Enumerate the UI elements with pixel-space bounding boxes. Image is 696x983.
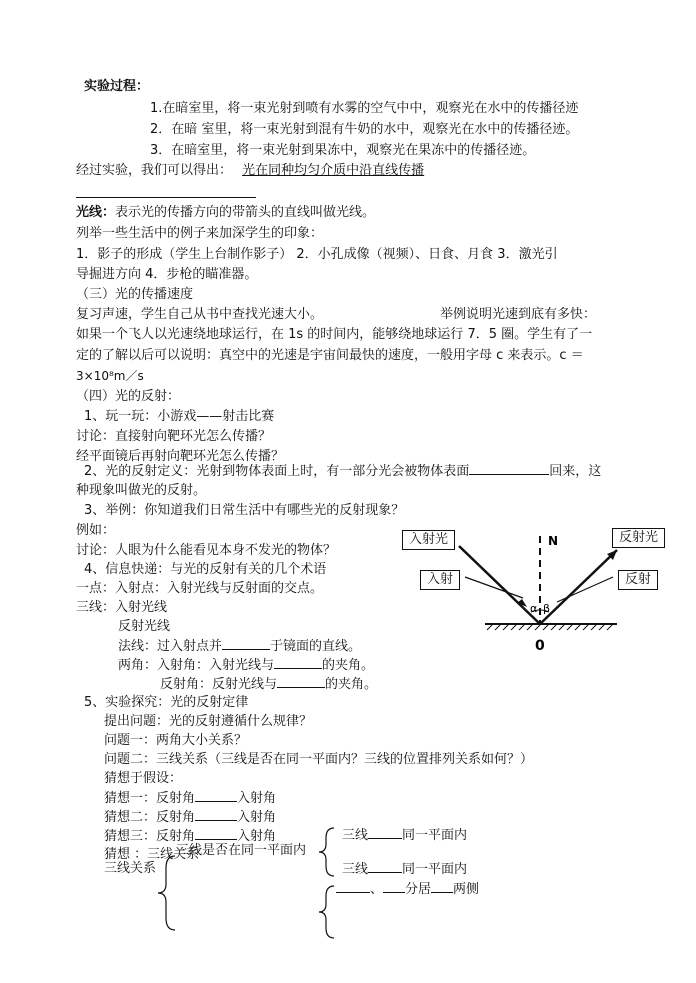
relation-brace-main bbox=[158, 856, 175, 930]
guess-4: 猜想 ：三线关系 bbox=[104, 847, 200, 862]
reflected-line: 反射光线 bbox=[118, 619, 171, 634]
relation-brace-plane bbox=[319, 828, 334, 876]
incidence-point: 一点：入射点：入射光线与反射面的交点。 bbox=[76, 581, 324, 596]
guess-2-b: 入射角 bbox=[237, 810, 277, 825]
speed-paragraph-1: 如果一个飞人以光速绕地球运行，在 1s 的时间内，能够绕地球运行 7．5 圈。学生有了一 bbox=[76, 327, 593, 342]
speed-paragraph-2: 定的了解以后可以说明：真空中的光速是宇宙间最快的速度，一般用字母 c 来表示。c ＝ bbox=[76, 348, 584, 363]
speed-review: 复习声速，学生自己从书中查找光速大小。 bbox=[76, 307, 324, 322]
question-2: 问题二：三线关系（三线是否在同一平面内？三线的位置排列关系如何？） bbox=[104, 752, 534, 767]
question-1: 问题一：两角大小关系？ bbox=[104, 733, 248, 748]
raise-question: 提出问题：光的反射遵循什么规律？ bbox=[104, 714, 313, 729]
examples-intro: 列举一些生活中的例子来加深学生的印象： bbox=[76, 226, 324, 241]
guess-1-b: 入射角 bbox=[237, 791, 277, 806]
rel-sep-blank-2 bbox=[383, 880, 405, 893]
incident-label-box: 入射 bbox=[420, 570, 460, 590]
rel-diff-blank bbox=[368, 860, 402, 873]
step-2: 2．在暗 室里，将一束光射到混有牛奶的水中，观察光在水中的传播径迹。 bbox=[150, 122, 579, 137]
examples-line-1: 1．影子的形成（学生上台制作影子） 2．小孔成像（视频）、日食、月食 3．激光引 bbox=[76, 247, 558, 262]
rel-same-blank bbox=[368, 826, 402, 839]
ray-def: 表示光的传播方向的带箭头的直线叫做光线。 bbox=[115, 205, 376, 220]
ray-term: 光线： bbox=[76, 205, 116, 220]
incident-light-box: 入射光 bbox=[402, 530, 455, 550]
ask-examples: 3、举例：你知道我们日常生活中有哪些光的反射现象？ bbox=[84, 503, 405, 518]
refl-angle-part-a: 反射角：反射光线与 bbox=[160, 677, 278, 692]
rel-same-b: 同一平面内 bbox=[402, 828, 468, 843]
incident-ray bbox=[459, 546, 540, 624]
definition-part-b: 回来，这 bbox=[549, 464, 602, 479]
relation-separate bbox=[336, 880, 479, 899]
rel-sep-blank-3 bbox=[431, 880, 453, 893]
three-lines: 三线：入射光线 bbox=[76, 600, 168, 615]
heading: 实验过程： bbox=[84, 79, 150, 94]
angle-beta: β bbox=[543, 602, 551, 615]
section-4-title: （四）光的反射： bbox=[76, 389, 181, 404]
normal-part-b: 于镜面的直线。 bbox=[270, 639, 362, 654]
terms-title: 4、信息快递：与光的反射有关的几个术语 bbox=[84, 562, 327, 577]
example-label: 例如： bbox=[76, 523, 116, 538]
relation-brace-position bbox=[319, 886, 334, 938]
relation-plane: 三线是否在同一平面内 bbox=[176, 843, 307, 858]
angles-part-b: 的夹角。 bbox=[322, 658, 375, 673]
rel-same-a: 三线 bbox=[342, 828, 369, 843]
conclusion-prefix: 经过实验，我们可以得出： bbox=[76, 163, 233, 178]
section-3-title: （三）光的传播速度 bbox=[76, 287, 194, 302]
origin-label: 0 bbox=[535, 638, 545, 654]
normal-part-a: 法线：过入射点并 bbox=[118, 639, 223, 654]
discuss-2: 经平面镜后再射向靶环光怎么传播？ bbox=[76, 449, 285, 464]
guess-2-a: 猜想二：反射角 bbox=[104, 810, 196, 825]
reflected-light-box: 反射光 bbox=[612, 528, 665, 548]
definition-part-a: 2、光的反射定义：光射到物体表面上时，有一部分光会被物体表面 bbox=[84, 464, 470, 479]
rel-sep-a: 、 bbox=[370, 882, 384, 897]
relation-label: 三线关系 bbox=[104, 861, 157, 876]
relation-diff-plane bbox=[342, 860, 467, 879]
step-1: 1.在暗室里，将一束光射到喷有水雾的空气中中，观察光在水中的传播径迹 bbox=[150, 101, 579, 116]
normal-label: N bbox=[548, 534, 559, 548]
discuss-3: 讨论：人眼为什么能看见本身不发光的物体？ bbox=[76, 543, 337, 558]
rel-diff-b: 同一平面内 bbox=[402, 862, 468, 877]
reflected-label-box: 反射 bbox=[618, 570, 658, 590]
rel-sep-c: 两侧 bbox=[453, 882, 480, 897]
reflected-ray bbox=[540, 550, 617, 624]
discuss-1: 讨论：直接射向靶环光怎么传播？ bbox=[76, 429, 272, 444]
examples-line-2: 导掘进方向 4．步枪的瞄准器。 bbox=[76, 267, 258, 282]
guess-3-a: 猜想三：反射角 bbox=[104, 829, 196, 844]
guess-1-a: 猜想一：反射角 bbox=[104, 791, 196, 806]
speed-value: 3×10⁸m／s bbox=[76, 369, 144, 383]
angle-alpha: α bbox=[530, 602, 538, 615]
rel-sep-b: 分居 bbox=[405, 882, 432, 897]
rel-diff-a: 三线 bbox=[342, 862, 369, 877]
conclusion-answer: 光在同种均匀介质中沿直线传播 bbox=[242, 163, 425, 178]
guess-title: 猜想于假设： bbox=[104, 771, 183, 786]
refl-angle-part-b: 的夹角。 bbox=[325, 677, 378, 692]
definition-part-c: 种现象叫做光的反射。 bbox=[76, 483, 207, 498]
relation-same-plane bbox=[342, 826, 467, 845]
explore-title: 5、实验探究：光的反射定律 bbox=[84, 695, 249, 710]
angles-part-a: 两角：入射角：入射光线与 bbox=[118, 658, 275, 673]
speed-example: 举例说明光速到底有多快： bbox=[440, 307, 597, 322]
rel-sep-blank-1 bbox=[336, 880, 370, 893]
step-3: 3．在暗室里，将一束光射到果冻中，观察光在果冻中的传播径迹。 bbox=[150, 143, 536, 158]
play-game: 1、玩一玩：小游戏——射击比赛 bbox=[84, 409, 275, 424]
guess-3-b: 入射角 bbox=[237, 829, 277, 844]
